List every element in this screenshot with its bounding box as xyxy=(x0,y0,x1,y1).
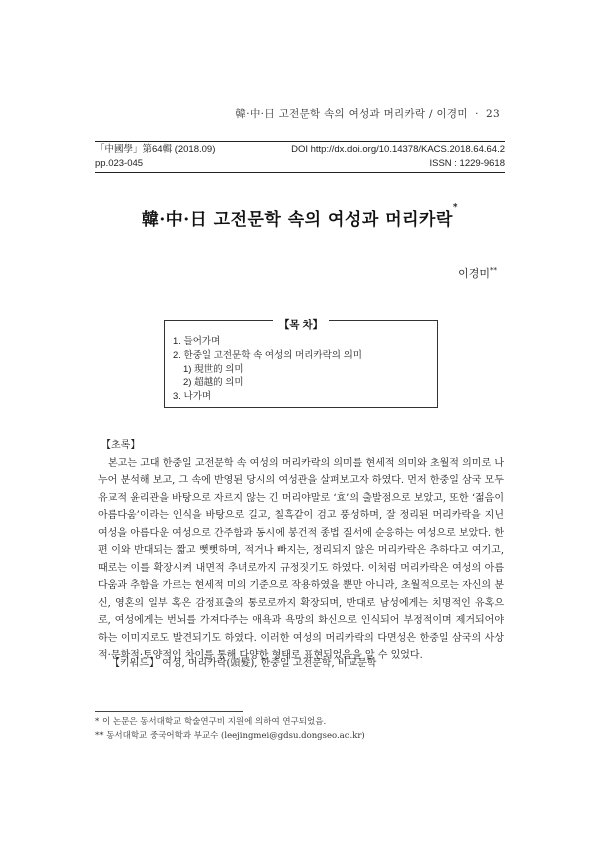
author xyxy=(458,265,497,281)
title-footnote-mark: * xyxy=(452,203,459,213)
toc-list xyxy=(173,335,362,404)
doi: DOI http://dx.doi.org/10.14378/KACS.2018.64.64.2 xyxy=(291,144,505,155)
toc-heading: 【목 차】 xyxy=(273,319,329,331)
author-footnote-mark: ** xyxy=(490,266,497,275)
keywords xyxy=(110,654,376,669)
publication-top-rule xyxy=(95,141,505,142)
footnote: * 이 논문은 동서대학교 학술연구비 지원에 의하여 연구되었음. xyxy=(95,717,327,727)
table-of-contents xyxy=(164,320,438,408)
publication-row-2 xyxy=(95,157,505,171)
toc-subitem: 2) 超越的 의미 xyxy=(183,377,244,389)
footnote: ** 동서대학교 중국어학과 부교수 (leejingmei@gdsu.dongseo.ac.kr) xyxy=(95,730,365,741)
paper-title xyxy=(0,205,600,230)
abstract-text: 본고는 고대 한중일 고전문학 속 여성의 머리카락의 의미를 현세적 의미와 초월적 의미로 나누어 분석해 보고, 그 속에 반영된 당시의 여성관을 살펴보고자 하였다. 먼저 한중일 삼국 모두 유교적 윤리관을 바탕으로 자르지 않는 긴 머리야말로 ‘효’의 출발점으로 보았고, 또한 ‘젊음이 아름다움’이라는 인식을 바탕으로 길고, 칠흑같이 검고 풍성하며, 잘 정리된 머리카락을 지닌 여성을 아름다운 여성으로 간주함과 동시에 봉건적 종법 질서에 순응하는 여성으로 보았다. 한편 이와 반대되는 짧고 뻣뻣하며, 적거나 빠지는, 정리되지 않은 머리카락은 추하다고 여기고, 때로는 이를 확장시켜 내면적 추녀로까지 규정짓기도 하였다. 이처럼 머리카락은 여성의 아름다움과 추함을 가르는 현세적 미의 기준으로 작용하였을 뿐만 아니라, 초월적으로는 자신의 분신, 영혼의 일부 혹은 감정표출의 통로로까지 확장되며, 반대로 남성에게는 치명적인 유혹으로, 여성에게는 번뇌를 가져다주는 애욕과 욕망의 화신으로 인식되어 부정적이며 제거되어야 하는 이미지로도 발견되기도 하였다. 이러한 여성의 머리카락의 다면성은 한중일 삼국의 사상적·문화적·토양적인 차이를 통해 다양한 형태로 표현되었음을 알 수 있었다. xyxy=(98,457,504,661)
running-head xyxy=(235,106,500,121)
toc-heading-wrap xyxy=(165,313,437,332)
footnote-divider xyxy=(95,711,243,712)
toc-item: 2. 한중일 고전문학 속 여성의 머리카락의 의미 xyxy=(173,349,362,361)
abstract-label: 【초록】 xyxy=(101,440,141,451)
footnotes xyxy=(95,716,365,743)
abstract xyxy=(98,437,504,665)
publication-row-1 xyxy=(95,143,505,157)
toc-item: 1. 들어가며 xyxy=(173,336,221,347)
publication-bottom-rule xyxy=(95,172,505,173)
issn: ISSN : 1229-9618 xyxy=(429,158,505,169)
running-head-text: 韓·中·日 고전문학 속의 여성과 머리카락 / 이경미 xyxy=(235,108,468,120)
page-range: pp.023-045 xyxy=(95,158,144,169)
paper-title-text: 韓·中·日 고전문학 속의 여성과 머리카락 xyxy=(141,210,453,230)
publication-info xyxy=(95,141,505,173)
running-head-separator: · xyxy=(475,108,479,120)
toc-item: 3. 나가며 xyxy=(173,391,212,403)
toc-subitem: 1) 現世的 의미 xyxy=(183,363,244,375)
keywords-label: 【키워드】 xyxy=(110,658,159,669)
journal-issue: 「中國學」第64輯 (2018.09) xyxy=(95,144,216,155)
author-name: 이경미 xyxy=(458,267,490,280)
page-number: 23 xyxy=(486,108,500,120)
keywords-text: 여성, 머리카락(頭髮), 한중일 고전문학, 비교문학 xyxy=(162,658,377,669)
